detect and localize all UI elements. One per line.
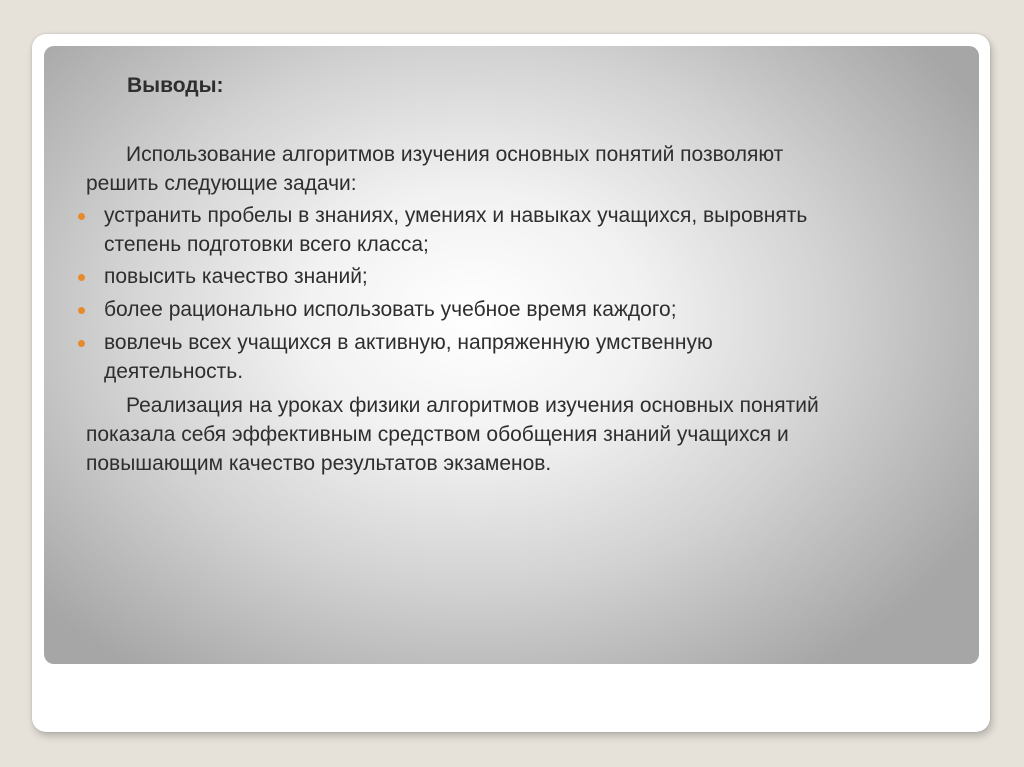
bullet-icon <box>78 274 85 281</box>
bullet-icon <box>78 340 85 347</box>
bullet-3-line-1: более рационально использовать учебное время каждого; <box>104 298 677 321</box>
conclusion-line-3: повышающим качество результатов экзаменов. <box>86 452 552 475</box>
bullet-1-line-1: устранить пробелы в знаниях, умениях и навыках учащихся, выровнять <box>104 204 808 227</box>
bullet-icon <box>78 213 85 220</box>
bullet-2-line-1: повысить качество знаний; <box>104 265 368 288</box>
bullet-4-line-2: деятельность. <box>104 360 244 383</box>
intro-line-1: Использование алгоритмов изучения основных понятий позволяют <box>126 143 784 166</box>
bullet-icon <box>78 307 85 314</box>
intro-line-2: решить следующие задачи: <box>86 172 357 195</box>
bullet-4-line-1: вовлечь всех учащихся в активную, напряженную умственную <box>104 331 713 354</box>
conclusion-line-1: Реализация на уроках физики алгоритмов изучения основных понятий <box>126 394 819 417</box>
slide-title: Выводы: <box>127 74 224 97</box>
bullet-1-line-2: степень подготовки всего класса; <box>104 233 429 256</box>
conclusion-line-2: показала себя эффективным средством обобщения знаний учащихся и <box>86 423 789 446</box>
